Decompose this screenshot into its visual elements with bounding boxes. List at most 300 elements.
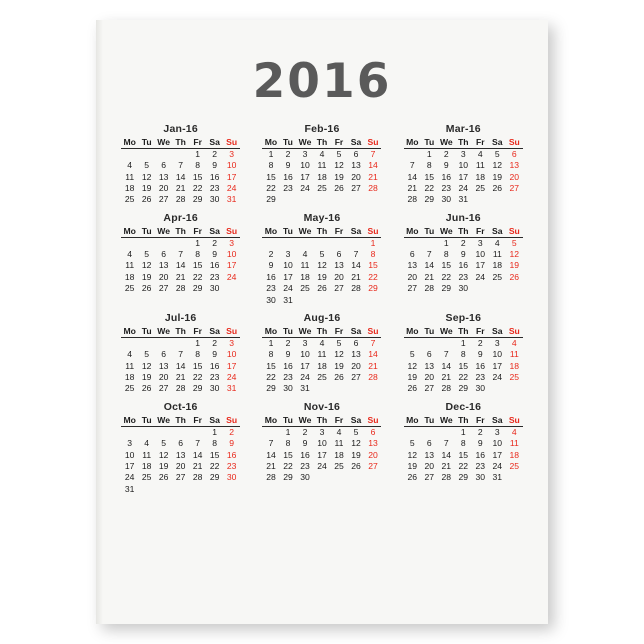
month-title: Dec-16 [445,401,482,413]
day-cell: 14 [441,449,452,460]
empty-day-cell [138,237,155,249]
day-cell: 13 [351,349,361,360]
week-row [121,195,240,206]
day-cell: 31 [492,472,503,483]
week-row [404,450,523,461]
day-cell: 20 [424,372,435,382]
day-cell: 7 [268,438,274,449]
day-cell: 15 [283,449,293,460]
month-block [393,212,534,306]
weekday-header-row [262,137,381,149]
empty-day-cell [155,338,172,350]
empty-day-cell [421,237,438,249]
day-cell: 14 [368,349,378,360]
weekday-header-row [121,415,240,427]
day-cell: 3 [285,249,291,259]
week-row [262,149,381,161]
week-row [121,237,240,249]
day-cell: 18 [317,171,327,182]
day-cell: 27 [351,182,361,193]
day-cell: 22 [424,182,435,193]
day-cell: 12 [509,249,520,259]
weekday-header: We [438,226,455,238]
day-cell: 17 [226,171,237,182]
weekday-header: Th [455,415,472,427]
weekday-header: Su [364,137,381,149]
empty-day-cell [121,237,138,249]
day-cell: 19 [141,182,152,193]
weekday-header: Tu [138,326,155,338]
week-row [404,384,523,395]
day-cell: 27 [509,182,520,193]
day-cell: 29 [192,383,203,394]
day-cell: 18 [141,460,152,471]
day-cell: 15 [209,449,220,460]
day-cell: 30 [209,194,220,205]
day-cell: 6 [161,160,167,171]
day-cell: 31 [283,294,293,305]
week-row [121,484,240,495]
day-cell: 8 [285,438,291,449]
empty-day-cell [206,484,223,495]
day-cell: 16 [475,360,486,371]
weekday-header: Fr [189,137,206,149]
day-cell: 15 [192,171,203,182]
day-cell: 19 [158,460,169,471]
week-row [262,438,381,449]
day-cell: 23 [300,460,310,471]
day-cell: 22 [458,372,469,382]
day-cell: 28 [441,472,452,483]
day-cell: 12 [334,349,344,360]
day-cell: 24 [492,372,503,382]
day-cell: 16 [475,449,486,460]
day-cell: 29 [458,472,469,483]
empty-day-cell [506,473,523,484]
day-cell: 22 [192,372,203,382]
empty-day-cell [472,283,489,294]
week-row [121,261,240,272]
empty-day-cell [155,484,172,495]
day-cell: 11 [475,160,485,171]
weekday-header: Tu [138,226,155,238]
day-cell: 17 [300,171,310,182]
weekday-header: Sa [489,137,506,149]
month-block [251,212,392,306]
empty-day-cell [172,484,189,495]
day-cell: 24 [317,460,327,471]
day-cell: 26 [141,194,152,205]
empty-day-cell [506,195,523,206]
day-cell: 2 [212,237,218,248]
day-cell: 13 [334,260,344,271]
week-row [121,283,240,294]
day-cell: 27 [407,283,418,294]
day-cell: 21 [368,360,378,371]
day-cell: 31 [226,194,237,205]
empty-day-cell [330,237,347,249]
week-row [404,461,523,472]
day-cell: 23 [475,460,486,471]
week-row [121,384,240,395]
day-cell: 4 [319,148,325,159]
day-cell: 2 [477,426,483,437]
weekday-header: We [438,137,455,149]
day-cell: 22 [458,460,469,471]
day-cell: 19 [492,171,503,182]
day-cell: 4 [477,148,483,159]
day-cell: 19 [317,271,327,282]
day-cell: 13 [158,260,169,271]
day-cell: 29 [441,283,452,294]
day-cell: 10 [317,438,327,449]
day-cell: 5 [353,426,359,437]
weekday-header-row [262,326,381,338]
weekday-header: We [296,415,313,427]
day-cell: 11 [125,360,135,371]
day-cell: 14 [407,171,418,182]
day-cell: 12 [407,360,418,371]
day-cell: 29 [192,283,203,294]
weekday-header: Th [313,326,330,338]
day-cell: 2 [302,426,308,437]
week-row [404,473,523,484]
weekday-header-row [404,137,523,149]
day-cell: 13 [158,171,169,182]
day-cell: 10 [475,249,486,259]
day-cell: 19 [509,260,520,271]
weekday-header: Th [313,415,330,427]
day-cell: 28 [266,472,276,483]
weekday-header: Th [313,226,330,238]
weekday-header: Fr [472,326,489,338]
day-cell: 20 [368,449,378,460]
day-cell: 4 [319,337,325,348]
week-row [121,350,240,361]
weekday-header: Tu [279,226,296,238]
week-row [404,261,523,272]
empty-day-cell [438,338,455,350]
day-cell: 11 [334,438,344,449]
day-cell: 20 [407,271,418,282]
week-row [404,172,523,183]
empty-day-cell [438,427,455,439]
day-cell: 28 [368,372,378,382]
day-cell: 25 [300,283,310,294]
day-cell: 21 [266,460,276,471]
day-cell: 27 [158,194,169,205]
day-cell: 23 [209,271,220,282]
week-row [121,338,240,350]
empty-day-cell [313,195,330,206]
weekday-header: Su [364,415,381,427]
empty-day-cell [138,338,155,350]
empty-day-cell [489,283,506,294]
day-cell: 3 [127,438,133,449]
weekday-header: Tu [421,415,438,427]
day-cell: 22 [209,460,220,471]
day-cell: 5 [144,349,150,360]
weekday-header-row [262,415,381,427]
day-cell: 21 [441,372,452,382]
month-table [121,226,240,295]
empty-day-cell [347,195,364,206]
day-cell: 14 [175,360,186,371]
empty-day-cell [121,427,138,439]
week-row [404,283,523,294]
day-cell: 12 [334,160,344,171]
month-title: Aug-16 [303,312,341,325]
day-cell: 20 [351,171,361,182]
weekday-header: Sa [206,326,223,338]
day-cell: 25 [124,383,135,394]
week-row [121,450,240,461]
day-cell: 14 [368,160,378,171]
weekday-header: We [155,137,172,149]
day-cell: 26 [509,271,520,282]
day-cell: 29 [209,472,220,483]
day-cell: 5 [144,249,150,259]
day-cell: 29 [192,194,203,205]
day-cell: 17 [226,260,237,271]
day-cell: 8 [195,349,201,360]
day-cell: 22 [192,182,203,193]
week-row [262,350,381,361]
weekday-header-row [121,326,240,338]
day-cell: 17 [124,460,135,471]
day-cell: 7 [353,249,359,259]
day-cell: 14 [441,360,452,371]
day-cell: 16 [441,171,452,182]
empty-day-cell [172,149,189,161]
day-cell: 19 [407,372,418,382]
day-cell: 9 [460,249,466,259]
empty-day-cell [404,149,421,161]
day-cell: 27 [368,460,378,471]
empty-day-cell [347,473,364,484]
day-cell: 5 [161,438,167,449]
weekday-header: Th [172,326,189,338]
day-cell: 25 [475,182,486,193]
day-cell: 8 [426,160,432,171]
weekday-header: We [155,326,172,338]
week-row [404,361,523,372]
day-cell: 1 [426,148,432,159]
month-table [262,326,381,395]
week-row [262,237,381,249]
day-cell: 10 [458,160,469,171]
calendar-card [96,20,548,624]
day-cell: 16 [209,360,220,371]
day-cell: 25 [317,372,327,382]
weekday-header: Tu [279,326,296,338]
month-table [121,326,240,395]
page-title: 2016 [252,54,392,109]
weekday-header: Mo [121,415,138,427]
week-row [404,195,523,206]
weekday-header-row [404,226,523,238]
day-cell: 3 [229,237,235,248]
day-cell: 26 [158,472,169,483]
empty-day-cell [404,338,421,350]
day-cell: 22 [192,271,203,282]
empty-day-cell [506,384,523,395]
day-cell: 26 [492,182,503,193]
week-row [262,295,381,306]
weekday-header: Tu [279,415,296,427]
weekday-header: Tu [138,415,155,427]
week-row [404,438,523,449]
weekday-header: Sa [489,415,506,427]
month-title: Jan-16 [163,123,198,135]
day-cell: 27 [351,372,361,382]
day-cell: 27 [424,383,435,394]
day-cell: 12 [141,360,152,371]
day-cell: 5 [409,349,415,360]
day-cell: 26 [141,283,152,294]
day-cell: 25 [492,271,503,282]
weekday-header: We [155,415,172,427]
day-cell: 6 [161,249,167,259]
day-cell: 14 [266,449,276,460]
day-cell: 14 [424,260,435,271]
week-row [262,272,381,283]
day-cell: 27 [158,383,169,394]
week-row [262,261,381,272]
weekday-header: Fr [330,137,347,149]
day-cell: 26 [407,472,418,483]
month-block [110,212,251,306]
empty-day-cell [330,473,347,484]
day-cell: 7 [370,148,376,159]
day-cell: 6 [161,349,167,360]
weekday-header: Th [455,226,472,238]
day-cell: 8 [268,349,274,360]
week-row [404,427,523,439]
day-cell: 17 [492,449,503,460]
week-row [404,183,523,194]
day-cell: 10 [226,160,237,171]
weekday-header: Su [506,326,523,338]
day-cell: 7 [370,337,376,348]
day-cell: 21 [351,271,361,282]
day-cell: 30 [300,472,310,483]
day-cell: 2 [212,148,218,159]
day-cell: 1 [285,426,291,437]
day-cell: 3 [494,337,500,348]
day-cell: 28 [368,182,378,193]
day-cell: 24 [475,271,486,282]
empty-day-cell [121,338,138,350]
day-cell: 13 [158,360,169,371]
empty-day-cell [296,237,313,249]
weekday-header: Sa [206,226,223,238]
day-cell: 21 [175,271,186,282]
day-cell: 3 [229,148,235,159]
day-cell: 9 [285,160,291,171]
day-cell: 9 [229,438,235,449]
day-cell: 24 [492,460,503,471]
weekday-header: Mo [262,415,279,427]
day-cell: 19 [351,449,361,460]
day-cell: 31 [458,194,469,205]
weekday-header: Th [455,326,472,338]
weekday-header: Sa [347,415,364,427]
empty-day-cell [347,384,364,395]
weekday-header: Fr [330,415,347,427]
day-cell: 25 [509,372,520,382]
weekday-header-row [262,226,381,238]
day-cell: 2 [460,237,466,248]
month-table [262,415,381,484]
weekday-header: Sa [347,326,364,338]
day-cell: 16 [226,449,237,460]
day-cell: 21 [441,460,452,471]
weekday-header: Tu [138,137,155,149]
day-cell: 30 [266,294,276,305]
day-cell: 28 [175,383,186,394]
weekday-header: Mo [262,226,279,238]
day-cell: 9 [302,438,308,449]
day-cell: 21 [424,271,435,282]
day-cell: 22 [441,271,452,282]
weekday-header: Sa [489,226,506,238]
day-cell: 29 [283,472,293,483]
month-table [121,415,240,495]
month-table [404,137,523,206]
empty-day-cell [347,237,364,249]
weekday-header: Mo [262,137,279,149]
month-title: Mar-16 [445,123,481,135]
day-cell: 20 [158,182,169,193]
weekday-header: Su [506,415,523,427]
day-cell: 30 [475,472,486,483]
day-cell: 8 [195,249,201,259]
day-cell: 18 [300,271,310,282]
day-cell: 20 [158,271,169,282]
day-cell: 12 [141,260,152,271]
empty-day-cell [506,283,523,294]
months-grid [96,115,548,495]
day-cell: 4 [144,438,150,449]
week-row [121,272,240,283]
month-table [262,137,381,206]
day-cell: 20 [351,360,361,371]
weekday-header: Tu [421,226,438,238]
day-cell: 15 [266,171,276,182]
day-cell: 2 [285,148,291,159]
day-cell: 28 [175,283,186,294]
day-cell: 7 [409,160,415,171]
day-cell: 10 [283,260,293,271]
weekday-header: Tu [421,137,438,149]
day-cell: 19 [141,372,152,382]
day-cell: 6 [336,249,342,259]
day-cell: 13 [368,438,378,449]
day-cell: 13 [509,160,520,171]
day-cell: 31 [300,383,310,394]
day-cell: 3 [229,337,235,348]
day-cell: 1 [370,237,376,248]
day-cell: 1 [460,337,466,348]
day-cell: 26 [407,383,418,394]
empty-day-cell [313,295,330,306]
weekday-header: Su [364,226,381,238]
day-cell: 1 [460,426,466,437]
day-cell: 8 [460,349,466,360]
day-cell: 14 [192,449,203,460]
weekday-header: Sa [206,137,223,149]
